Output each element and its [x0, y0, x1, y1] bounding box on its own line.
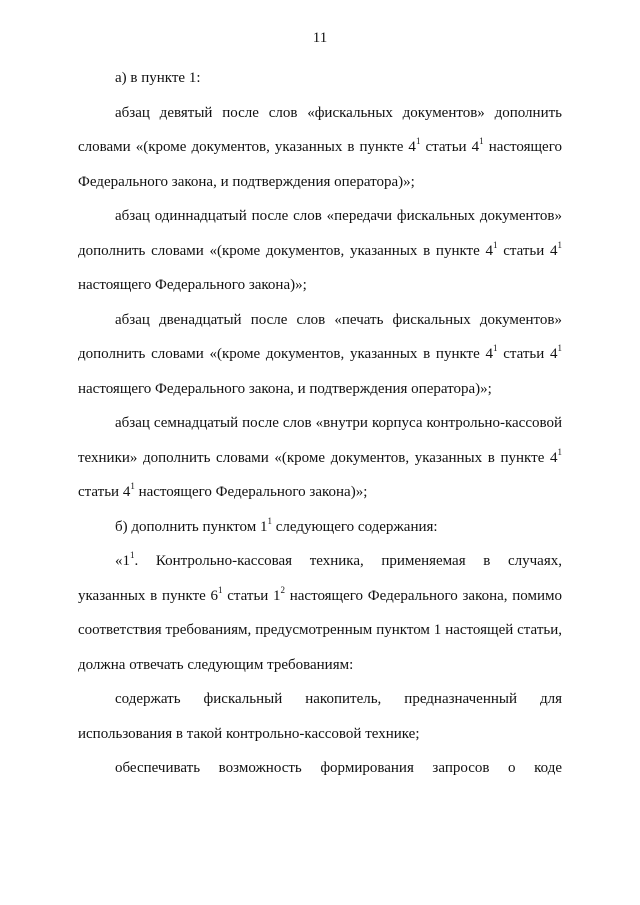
- paragraph-abzac-12: [78, 303, 562, 407]
- superscript-index: 1: [557, 446, 562, 457]
- text-segment: настоящего Федерального закона, и подтверждения оператора)»;: [78, 139, 562, 190]
- text-segment: статьи 1: [222, 587, 281, 604]
- superscript-index: 1: [267, 515, 272, 526]
- superscript-index: 1: [492, 343, 498, 353]
- text-segment: абзац семнадцатый после слов «внутри корпуса контрольно-кассовой техники» дополнить словами «(кроме документов, указанных в пункте 4: [78, 415, 562, 466]
- text-segment: обеспечивать возможность формирования запросов о коде: [115, 760, 562, 776]
- text-segment: абзац двенадцатый после слов «печать фискальных документов» дополнить словами «(кроме документов, указанных в пункте 4: [78, 311, 562, 362]
- superscript-index: 1: [492, 239, 498, 250]
- document-body: [78, 61, 562, 786]
- superscript-index: 1: [218, 584, 223, 595]
- text-segment: абзац девятый после слов «фискальных документов» дополнить словами «(кроме документов, указанных в пункте 4: [78, 104, 562, 155]
- text-segment: статьи 4: [78, 484, 131, 500]
- paragraph-obespechivat: [78, 751, 562, 786]
- superscript-index: 1: [130, 550, 135, 560]
- text-segment: . Контрольно-кассовая техника, применяемая в случаях, указанных в пункте 6: [78, 553, 562, 604]
- superscript-index: 1: [130, 481, 135, 491]
- paragraph-punkt-1-1: [78, 544, 562, 682]
- superscript-index: 1: [557, 239, 562, 250]
- text-segment: статьи 4: [497, 346, 558, 362]
- text-segment: следующего содержания:: [271, 518, 438, 535]
- text-segment: б) дополнить пунктом 1: [115, 518, 268, 535]
- superscript-index: 1: [415, 136, 421, 146]
- paragraph-abzac-11: [78, 199, 562, 303]
- text-segment: статьи 4: [420, 139, 480, 155]
- page-number: 11: [312, 30, 328, 46]
- text-segment: настоящего Федерального закона)»;: [78, 277, 307, 293]
- text-segment: «1: [115, 553, 130, 569]
- paragraph-a: [78, 61, 562, 96]
- paragraph-soderzhat: [78, 682, 562, 751]
- paragraph-abzac-9: [78, 96, 562, 200]
- superscript-index: 1: [557, 343, 562, 353]
- text-segment: а) в пункте 1:: [115, 70, 201, 86]
- text-segment: абзац одиннадцатый после слов «передачи фискальных документов» дополнить словами «(кроме документов, указанных в пункте 4: [78, 208, 562, 259]
- superscript-index: 1: [479, 136, 484, 146]
- text-segment: настоящего Федерального закона)»;: [134, 484, 368, 500]
- text-segment: статьи 4: [497, 242, 558, 259]
- superscript-index: 2: [280, 584, 286, 595]
- paragraph-abzac-17: [78, 406, 562, 510]
- text-segment: содержать фискальный накопитель, предназначенный для использования в такой контрольно-кассовой технике;: [78, 691, 562, 742]
- text-segment: настоящего Федерального закона, и подтверждения оператора)»;: [78, 380, 492, 397]
- paragraph-b: [78, 510, 562, 545]
- text-segment: настоящего Федерального закона, помимо соответствия требованиям, предусмотренным пунктом 1 настоящей статьи, должна отвечать следующим требованиям:: [78, 587, 562, 673]
